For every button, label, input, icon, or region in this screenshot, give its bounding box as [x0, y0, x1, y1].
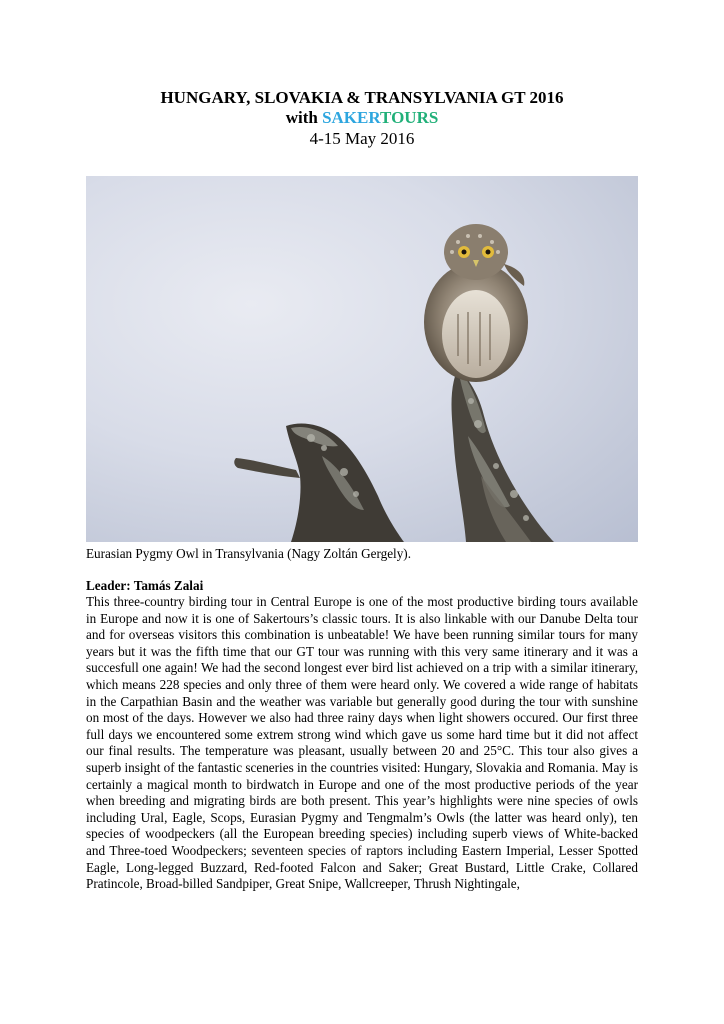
brand-tours: TOURS	[380, 108, 439, 127]
title-block	[0, 88, 724, 150]
owl-photo	[86, 176, 638, 542]
brand-saker: SAKER	[322, 108, 381, 127]
subtitle	[0, 108, 724, 128]
page-title: HUNGARY, SLOVAKIA & TRANSYLVANIA GT 2016	[160, 88, 564, 107]
owl	[424, 224, 528, 382]
photo-caption: Eurasian Pygmy Owl in Transylvania (Nagy Zoltán Gergely).	[86, 546, 411, 561]
brand-logo-text	[322, 108, 438, 127]
with-word: with	[285, 108, 318, 127]
branch	[234, 458, 300, 478]
leader-heading: Leader: Tamás Zalai	[86, 578, 204, 593]
tour-dates: 4-15 May 2016	[309, 129, 415, 148]
body-paragraph: This three-country birding tour in Central Europe is one of the most productive birding tours available in Europe and now it is one of Sakertours’s classic tours. It is also linkable with our Danube Delta tour and for overseas visitors this combination is unbeatable! We have been running similar tours for many years but it was the fifth time that our GT tour was running with this very same itinerary and it was a succesfull one again! We had the second longest ever bird list achieved on a trip with a similar itinerary, which means 228 species and only three of them were heard only. We covered a wide range of habitats in the Carpathian Basin and the weather was variable but generally good during the tour with sunshine on most of the days. However we also had three rainy days when light showers occured. Our first three full days we encountered some extrem strong wind which gave us some hard time but it did not affect our final results. The temperature was pleasant, usually between 20 and 25°C. This tour also gives a superb insight of the fantastic sceneries in the countries visited: Hungary, Slovakia and Romania. May is certainly a magical month to birdwatch in Europe and one of the most productive periods of the year when breeding and migrating birds are both present. This year’s highlights were nine species of owls including Ural, Eagle, Scops, Eurasian Pygmy and Tengmalm’s Owls (the latter was heard only), ten species of woodpeckers (all the European breeding species) including superb views of White-backed and Three-toed Woodpeckers; seventeen species of raptors including Eastern Imperial, Lesser Spotted Eagle, Long-legged Buzzard, Red-footed Falcon and Saker; Great Bustard, Little Crake, Collared Pratincole, Broad-billed Sandpiper, Great Snipe, Wallcreeper, Thrush Nightingale,	[86, 594, 638, 892]
